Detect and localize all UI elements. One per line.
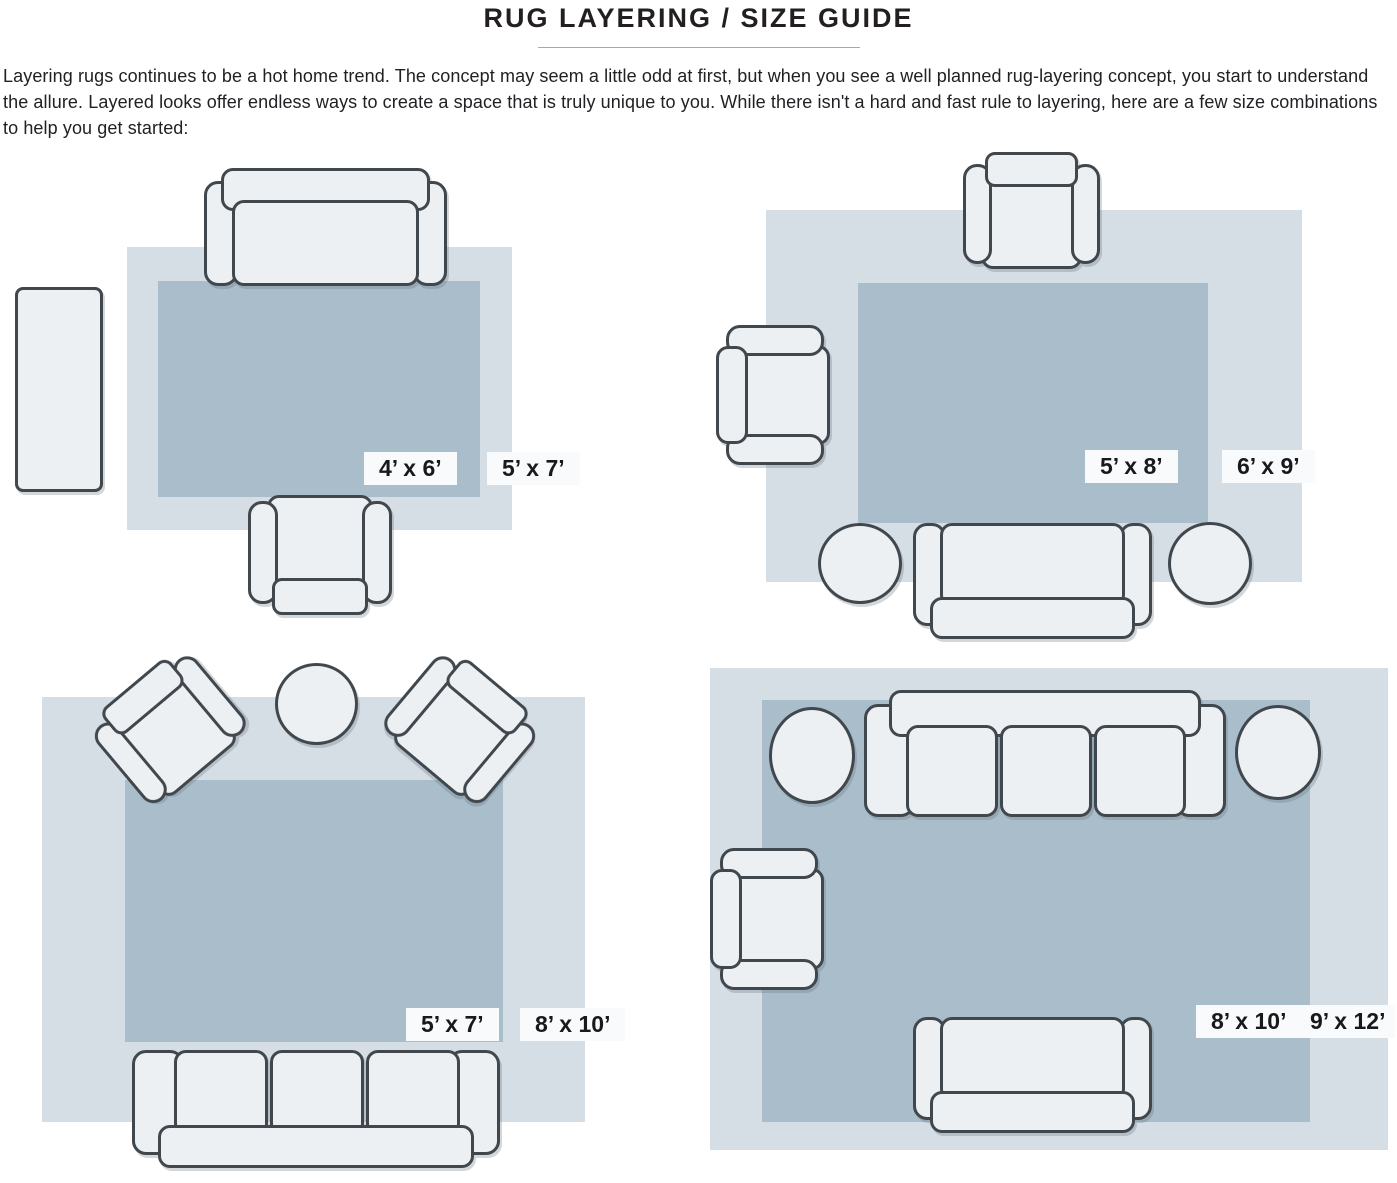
sofa-cushion: [906, 725, 998, 817]
base-rug-size-label: 8’ x 10’: [520, 1008, 625, 1041]
chair-backrest: [710, 869, 742, 968]
armchair-icon: [963, 152, 1100, 269]
chair-backrest: [985, 152, 1078, 187]
sofa-backrest: [158, 1125, 474, 1168]
round-table-icon: [818, 523, 902, 604]
overlay-rug: [858, 283, 1208, 523]
chair-backrest: [716, 346, 748, 444]
side-table-icon: [15, 287, 103, 492]
overlay-rug-size-label: 8’ x 10’: [1196, 1005, 1301, 1038]
sofa-backrest: [930, 1091, 1136, 1133]
overlay-rug-size-label: 4’ x 6’: [364, 452, 457, 485]
base-rug-size-label: 9’ x 12’: [1300, 1005, 1395, 1038]
armchair-icon: [710, 848, 824, 990]
round-table-icon: [1235, 705, 1321, 800]
sofa-seat: [940, 1017, 1124, 1101]
chair-seat: [741, 345, 830, 446]
chair-seat: [735, 868, 824, 970]
title-divider: [538, 47, 860, 48]
sofa-icon: [204, 168, 447, 288]
sofa-seat: [232, 200, 419, 285]
sofa-cushion: [1094, 725, 1186, 817]
sofa-icon: [913, 521, 1152, 639]
round-table-icon: [769, 707, 855, 804]
armchair-icon: [716, 325, 830, 465]
chair-backrest: [272, 578, 367, 615]
base-rug-size-label: 6’ x 9’: [1222, 450, 1315, 483]
intro-paragraph: Layering rugs continues to be a hot home trend. The concept may seem a little odd at first, but when you see a well planned rug-layering concept, you start to understand the allure. Layered looks offer endless ways to create a space that is truly unique to you. While there isn't a hard and fast rule to layering, here are a few size combinations to help you get started:: [3, 66, 1378, 138]
sofa-cushion: [1000, 725, 1092, 817]
sofa-seat: [940, 523, 1124, 607]
page-title: RUG LAYERING / SIZE GUIDE: [483, 3, 914, 33]
armchair-icon: [248, 495, 392, 615]
round-table-icon: [275, 663, 358, 745]
sofa-icon: [132, 1048, 500, 1168]
sofa-backrest: [930, 597, 1136, 639]
sofa-cushion: [174, 1050, 268, 1135]
overlay-rug: [125, 780, 503, 1042]
round-table-icon: [1168, 522, 1252, 605]
sofa-icon: [864, 690, 1226, 820]
base-rug-size-label: 5’ x 7’: [487, 452, 580, 485]
overlay-rug-size-label: 5’ x 7’: [406, 1008, 499, 1041]
overlay-rug-size-label: 5’ x 8’: [1085, 450, 1178, 483]
sofa-cushion: [366, 1050, 460, 1135]
sofa-cushion: [270, 1050, 364, 1135]
loveseat-icon: [913, 1015, 1152, 1133]
